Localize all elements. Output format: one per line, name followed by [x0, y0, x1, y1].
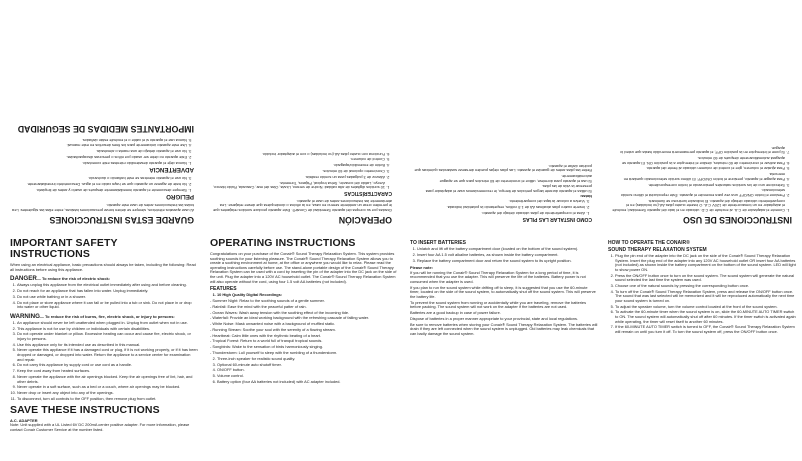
danger-heading	[10, 275, 198, 282]
list-item: 11. To disconnect, turn all controls to the OFF position, then remove plug from outlet.	[17, 397, 198, 402]
list-item: 5. Control de volumen.	[212, 157, 385, 162]
list-item: 7. Keep the cord away from heated surfaces.	[17, 369, 198, 374]
list-item: 1. 10 High Quality Digital Recordings:	[217, 293, 398, 298]
es-col3-title: OPERACIÓN	[338, 215, 392, 225]
list-item: - Rainfall: Ease the mind with the peaceful patter of rain.	[210, 303, 307, 309]
list-item: - Tropical Forest: Return to a world full of tranquil tropical sounds.	[210, 338, 323, 344]
list-item: 3. Replace the battery compartment door and return the sound system to its upright position.	[417, 259, 598, 264]
list-item: 2. Presione el botón ON/OFF una vez para encender el aparato. Éste reproducirá el último sonido seleccionado.	[612, 188, 785, 197]
es-col4-warning: ADVERTENCIA	[149, 165, 194, 173]
list-item: 3. No use el aparato mientras se esté bañando o duchando.	[8, 176, 187, 181]
operating-column	[210, 238, 398, 386]
danger-label: DANGER	[10, 275, 37, 283]
list-item: 6. Funciona con cuatro pilas AA (no incluidas) o con el adaptador incluido.	[212, 151, 385, 156]
list-item: 3. Do not operate under blanket or pillow. Excessive heating can occur and cause fire, electric shock, or injury to persons.	[17, 332, 198, 341]
list-item: 9. Never operate in a soft surface, such as a bed or a couch, where air openings may be blocked.	[17, 385, 198, 390]
list-item: 3. Seleccione uno de los sonidos naturales presionando el botón correspondiente.	[612, 182, 785, 187]
list-item: 4. Botón de encendido/apagado.	[212, 163, 385, 168]
list-item: Si usa el aparato para dormirse, utilice el cronómetro de 60 minutos para que se apague automáticamente.	[439, 174, 592, 184]
adapter-text: Note: Unit supplied with a UL Listed 6V DC 200mA center positive adapter. For more information, please contact Conair Customer Service at the number listed.	[10, 422, 190, 432]
batteries-note-title: Please note:	[410, 265, 433, 271]
list-item: 2. This appliance is not for use by children or individuals with certain disabilities.	[17, 327, 198, 332]
list-item: 1. Siempre desconecte el aparato inmediatamente después de usarlo y antes de limpiarlo.	[8, 187, 187, 192]
safety-title: IMPORTANT SAFETY INSTRUCTIONS	[10, 237, 118, 260]
es-col4-title-b: IMPORTANTES MEDIDAS DE SEGURIDAD	[17, 123, 194, 134]
list-item: 1. An appliance should never be left unattended when plugged in. Unplug from outlet when not in use.	[17, 321, 198, 326]
list-item: 2. No trate de agarrar un aparato que se haya caído en el agua. Desconéctelo inmediatamente.	[8, 181, 187, 186]
es-col4-title: GUARDE ESTAS INSTRUCCIONES	[49, 215, 194, 225]
es-col3-intro: Gracias por su compra del aparato Serenidad de Conair®. Este aparato produce sonidos relajantes que le permiten crear un ambiente sereno en casa, en la oficina o dondequiera que desee relajarse. Lea atentamente las instrucciones antes de usar el aparato.	[213, 198, 392, 213]
list-item: 2. Insert four AA 1.5 volt alkaline batteries, as shown inside the battery compartment.	[417, 253, 598, 258]
list-item: 4. Use este aparato únicamente para los fines descritos en este manual.	[8, 143, 187, 148]
list-item: 6. Para activar el cronómetro de 60 minutos, deslice el interruptor a la posición ON. El aparato se apagará automáticamente después de 60 minutos.	[612, 156, 785, 165]
warning-text: — To reduce the risk of burns, fire, electric shock, or injury to persons:	[39, 313, 175, 319]
es-col4-intro: Al usar aparatos eléctricos, siempre se deben tomar precauciones básicas, entre ellas las siguientes: Lea todas las instrucciones antes de usar este aparato.	[12, 203, 194, 213]
howto-column	[608, 238, 796, 336]
warning-heading	[10, 313, 198, 320]
es-column-1	[612, 144, 792, 224]
list-item: 2. Este aparato no debe ser usado por niños o personas discapacitadas.	[8, 154, 187, 159]
list-item: 5. Never operate this appliance if it has a damaged cord or plug, if it is not working properly, or if it has been dropped or damaged, or dropped into water. Return the appliance to a service center for examination and repair.	[17, 348, 198, 362]
list-item: 1. 10 sonidos digitales de alta calidad: Noche de verano, Lluvia, Olas del mar, Cascada, Ruido blanco, Arroyo, Latido del corazón, Selva tropical, Pájaros, Tormenta.	[212, 180, 385, 189]
list-item: 2. Altavoz de 3 pulgadas para un sonido realista.	[212, 174, 385, 179]
list-item: Si utiliza el aparato durante largos periodos de tiempo, le recomendamos usar el adaptador para preservar la vida de las pilas.	[425, 184, 592, 195]
list-item: 2. Three-inch speaker for realistic sound quality.	[217, 357, 398, 362]
es-col2-note-title: Notas:	[579, 193, 592, 199]
list-item: 6. Battery option (four AA batteries not included) with AC adapter included.	[217, 380, 398, 385]
list-item: 7. If the 60-MINUTE AUTO TIMER switch is turned to OFF, the Conair® Sound Therapy Relaxation System will remain on until you turn it off. To turn the sound system off, press the ON/OFF button once.	[615, 325, 796, 334]
list-item: 3. Vuelva a colocar la tapa del compartimiento.	[412, 199, 585, 204]
list-item: 3. Do not use while bathing or in a shower.	[17, 295, 198, 300]
list-item: - Ocean Waves: Wash away tension with the soothing effect of the incoming tide.	[210, 309, 350, 315]
batteries-column	[410, 238, 598, 338]
list-item: 1. Unlatch and lift off the battery compartment door (located on the bottom of the sound system).	[417, 247, 598, 252]
es-col4-danger: PELIGRO	[166, 192, 194, 200]
howto-title-2: SOUND THERAPY RELAXATION SYSTEM	[608, 247, 707, 253]
danger-text: — To reduce the risk of electric shock:	[36, 276, 111, 282]
list-item: 2. Do not reach for an appliance that has fallen into water. Unplug immediately.	[17, 289, 198, 294]
list-item: 8. Never operate the appliance with the air openings blocked. Keep the air openings free of lint, hair, and other debris.	[17, 375, 198, 384]
howto-title: HOW TO OPERATE THE CONAIR®	[608, 240, 690, 246]
list-item: 1. Plug the pin end of the adapter into the DC jack on the side of the Conair® Sound Therapy Relaxation System. Insert the plug end of the adapter into any 120V AC household outlet OR insert four AA batteries (not included) as shown inside the battery compartment on the bottom of the sound system. LED will light to show power ON.	[615, 254, 796, 272]
list-item: 4. Use this appliance only for its intended use as described in this manual.	[17, 343, 198, 348]
es-column-4	[8, 121, 194, 224]
list-item: 5. To adjust the speaker volume, turn the volume control located at the front of the sound system.	[615, 305, 796, 310]
es-column-3	[212, 150, 392, 224]
list-item: 4. Para apagar el aparato, presione el botón ON/OFF. El último sonido seleccionado quedará en memoria.	[612, 172, 785, 181]
list-item: - Summer Night: Relax to the soothing sounds of a gentle summer.	[210, 297, 325, 303]
list-item: 4. To turn off the Conair® Sound Therapy Relaxation System, press and release the ON/OFF button once. The sound that was last selected will be memorized and it will be reproduced automatically the next time your sound system is turned on.	[615, 290, 796, 304]
list-item: If you plan to run the sound system while drifting off to sleep, it is suggested that you use the 60-minute timer, located on the side of the sound system, to automatically shut off the sound system. This will preserve the battery life.	[410, 284, 596, 299]
list-item: 6. Do not carry this appliance by supply cord or use cord as a handle.	[17, 363, 198, 368]
list-item: 5. Para ajustar el volumen, gire el control de volumen ubicado al frente del aparato.	[612, 166, 785, 171]
operating-title: OPERATING INSTRUCTIONS	[210, 237, 356, 249]
spanish-section	[0, 0, 802, 228]
list-item: 2. Inserte cuatro pilas alcalinas AA de 1.5 voltios, respetando la polaridad indicada.	[412, 205, 585, 210]
list-item: Retire las pilas antes de guardar el aparato. Las pilas viejas pueden derramar sustancias químicas que podrían dañar el aparato.	[414, 163, 592, 174]
warning-label: WARNING	[10, 312, 40, 320]
list-item: 3. No use el aparato debajo de una manta o almohada.	[8, 149, 187, 154]
list-item: 1. Nunca deje el aparato desatendido mientras esté conectado.	[8, 160, 187, 165]
es-col3-features-title: CARACTERÍSTICAS	[344, 190, 392, 197]
safety-column	[10, 238, 198, 433]
list-item: 1. Abra el compartimiento de pilas ubicado debajo del aparato.	[412, 210, 585, 215]
list-item: To prevent the sound system from running or accidentally while you are traveling, remove the batteries before packing. The sound system will not work on the adapter if the batteries are not used.	[410, 299, 587, 310]
list-item: 3. Optional 60-minute auto shutoff timer.	[217, 363, 398, 368]
list-item: 7. Si pone el interruptor en la posición OFF, el aparato permanecerá encendido hasta que usted lo apague.	[612, 145, 785, 154]
operating-intro: Congratulations on your purchase of the Conair® Sound Therapy Relaxation System. This system provides soothing sounds for your listening pleasure. The Conair® Sound Therapy Relaxation System allows you to create a soothing environment at home, at the office or anywhere you would like to relax. Please read the operating instructions carefully before use. The stand-alone portable design of the Conair® Sound Therapy Relaxation System can be used with a cord by inserting the pin of the adapter into the DC jack on the side of the unit. Plug the adapter into a 120V AC household outlet. The Conair® Sound Therapy Relaxation System will also operate without the cord, using four 1.5 volt AA batteries (not included).	[210, 251, 397, 284]
features-title: FEATURES	[210, 286, 237, 293]
list-item: - Running Stream: Soothe your soul with the serenity of a flowing stream.	[210, 326, 336, 332]
es-column-2	[412, 162, 592, 224]
list-item: If you will be running the Conair® Sound Therapy Relaxation System for a long period of time, it is recommended that you use the adapter. This will preserve the life of the batteries. Battery power is not consumed when the adapter is used.	[410, 269, 586, 284]
list-item: 3. Choose one of the natural sounds by pressing the corresponding button once.	[615, 284, 796, 289]
list-item: 4. ON/OFF button.	[217, 368, 398, 373]
list-item: - Waterfall: Provide an ideal working background with the refreshing cascade of falling water.	[210, 315, 370, 321]
list-item: 1. Conecte el adaptador de C.A. al enchufe de C.D. ubicado en el lado del aparato Serenidad; enchufe el adaptador en un tomacorriente de 120V C.A. O inserte cuatro pilas AA (no incluidas) en el compartimiento ubicado debajo del aparato. El indicador luminoso se iluminará.	[612, 198, 785, 212]
list-item: - Thunderstorm: Lull yourself to sleep with the rumbling of a thunderstorm.	[210, 349, 338, 355]
es-col2-title: COMO INSTALAR LAS PILAS	[522, 216, 592, 222]
list-item: 1. Always unplug this appliance from the electrical outlet immediately after using and before cleaning.	[17, 283, 198, 288]
list-item: 2. Press the ON/OFF button once to turn on the sound system. The sound system will generate the natural sound selected the last time the system was used.	[615, 274, 796, 283]
list-item: 6. To activate the 60-minute timer when the sound system is on, slide the 60-MINUTE AUTO TIMER switch to ON. The sound system will automatically shut off after 60 minutes. If the timer switch is activated again while operating, the timer will reset itself to another 60 minutes.	[615, 310, 796, 324]
save-instructions-title: SAVE THESE INSTRUCTIONS	[10, 403, 160, 416]
list-item: 5. Nunca use el aparato si el cable o el enchufe están dañados.	[8, 137, 187, 142]
english-section	[0, 230, 802, 461]
list-item: Be sure to remove batteries when storing your Conair® Sound Therapy Relaxation System. The batteries will drain if they are left connected when the sound system is unplugged. Old batteries may leak chemicals that can badly damage the sound system.	[410, 321, 598, 336]
batteries-title: TO INSERT BATTERIES	[410, 240, 466, 246]
es-col1-title: INSTRUCCIONES DE USO	[683, 215, 792, 225]
list-item: Dispose of batteries in a proper manner appropriate to your provincial, state and local regulations.	[410, 315, 579, 321]
list-item: Batteries are a good backup in case of power failure.	[410, 310, 501, 316]
list-item: - Songbirds: Wake to the sensation of birds harmoniously singing.	[210, 344, 323, 350]
list-item: - Heartbeat: Calm little ones with the rhythmic beating of a heart.	[210, 332, 321, 338]
list-item: 4. Do not place or store appliance where it can fall or be pulled into a tub or sink. Do not place in or drop into water or other liquid.	[17, 301, 198, 310]
adapter-title: A.C. ADAPTER	[10, 417, 38, 423]
list-item: 3. Cronómetro opcional de 60 minutos.	[212, 168, 385, 173]
list-item: - White Noise: Mask unwanted noise with a background of muffled static.	[210, 321, 336, 327]
safety-intro: When using an electrical appliance, basic precautions should always be taken, including the following: Read all instructions before using this appliance.	[10, 262, 196, 272]
list-item: 10. Never drop or insert any object into any of the openings.	[17, 391, 198, 396]
list-item: 5. Volume control.	[217, 374, 398, 379]
